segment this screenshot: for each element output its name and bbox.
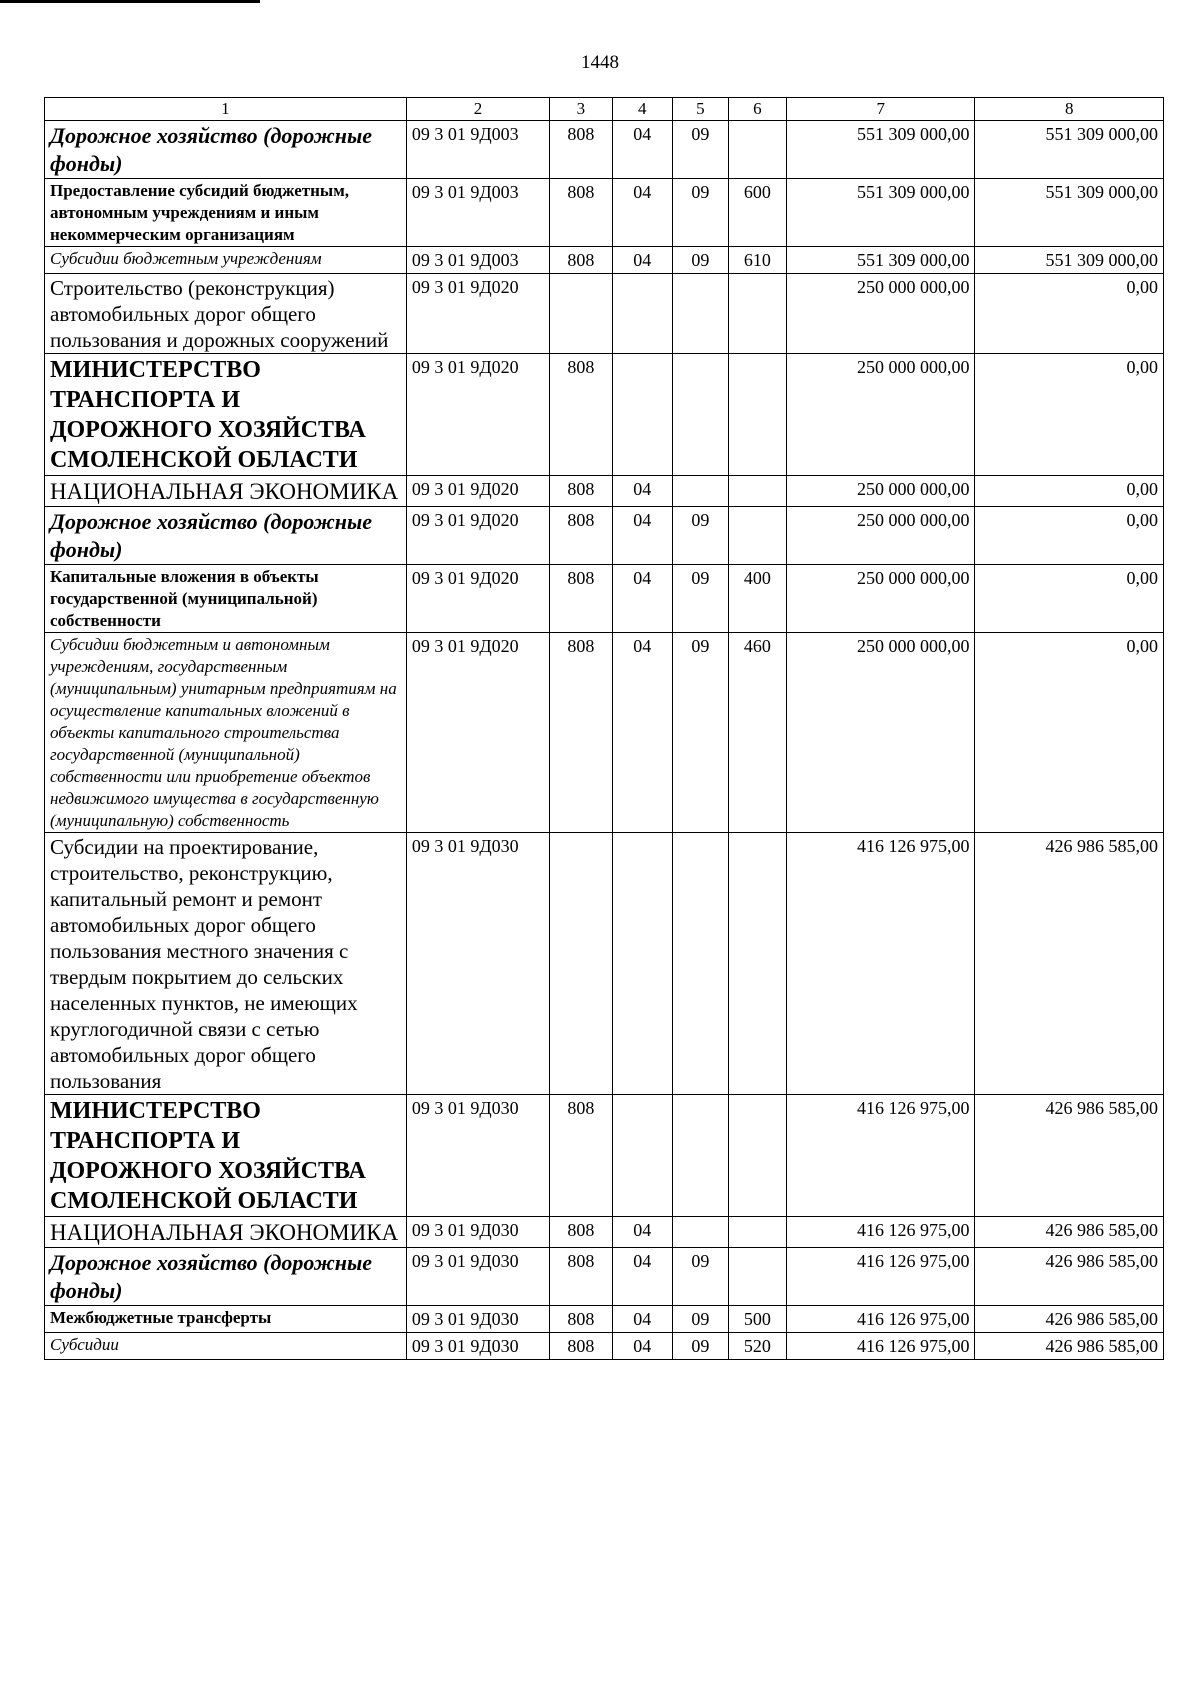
row-col-4 bbox=[612, 833, 672, 1095]
row-col-4: 04 bbox=[612, 565, 672, 633]
row-amount-col-7: 250 000 000,00 bbox=[787, 274, 975, 354]
row-amount-col-7: 551 309 000,00 bbox=[787, 179, 975, 247]
row-col-3: 808 bbox=[550, 1306, 612, 1333]
table-row bbox=[45, 565, 1164, 633]
row-col-6 bbox=[728, 121, 786, 179]
row-col-6 bbox=[728, 1217, 786, 1248]
row-col-5: 09 bbox=[672, 1248, 728, 1306]
row-col-5 bbox=[672, 1095, 728, 1217]
row-code: 09 3 01 9Д020 bbox=[406, 507, 549, 565]
row-col-6 bbox=[728, 1248, 786, 1306]
row-amount-col-7: 416 126 975,00 bbox=[787, 833, 975, 1095]
row-amount-col-7: 250 000 000,00 bbox=[787, 633, 975, 833]
row-col-4: 04 bbox=[612, 476, 672, 507]
header-col-5: 5 bbox=[672, 98, 728, 121]
row-col-6 bbox=[728, 354, 786, 476]
row-amount-col-8: 426 986 585,00 bbox=[975, 1333, 1164, 1360]
table-row bbox=[45, 1217, 1164, 1248]
row-amount-col-8: 551 309 000,00 bbox=[975, 179, 1164, 247]
row-col-4: 04 bbox=[612, 247, 672, 274]
row-amount-col-7: 416 126 975,00 bbox=[787, 1217, 975, 1248]
row-name: НАЦИОНАЛЬНАЯ ЭКОНОМИКА bbox=[45, 1217, 407, 1248]
row-col-6 bbox=[728, 274, 786, 354]
row-name: Субсидии бюджетным и автономным учреждениям, государственным (муниципальным) унитарным предприятиям на осуществление капитальных вложений в объекты капитального строительства государственной (муниципальной) собственности или приобретение объектов недвижимого имущества в государственную (муниципальную) собственность bbox=[45, 633, 407, 833]
row-col-6 bbox=[728, 1095, 786, 1217]
row-col-6: 400 bbox=[728, 565, 786, 633]
header-col-3: 3 bbox=[550, 98, 612, 121]
row-col-6: 520 bbox=[728, 1333, 786, 1360]
row-amount-col-7: 250 000 000,00 bbox=[787, 507, 975, 565]
row-code: 09 3 01 9Д020 bbox=[406, 274, 549, 354]
row-col-3: 808 bbox=[550, 121, 612, 179]
table-row bbox=[45, 507, 1164, 565]
row-amount-col-8: 426 986 585,00 bbox=[975, 833, 1164, 1095]
row-col-3 bbox=[550, 274, 612, 354]
table-row bbox=[45, 1306, 1164, 1333]
row-name: Субсидии на проектирование, строительство, реконструкцию, капитальный ремонт и ремонт автомобильных дорог общего пользования местного значения с твердым покрытием до сельских населенных пунктов, не имеющих круглогодичной связи с сетью автомобильных дорог общего пользования bbox=[45, 833, 407, 1095]
row-code: 09 3 01 9Д020 bbox=[406, 633, 549, 833]
row-code: 09 3 01 9Д020 bbox=[406, 565, 549, 633]
table-row bbox=[45, 833, 1164, 1095]
row-code: 09 3 01 9Д030 bbox=[406, 1248, 549, 1306]
row-name: Межбюджетные трансферты bbox=[45, 1306, 407, 1333]
header-col-8: 8 bbox=[975, 98, 1164, 121]
row-name: НАЦИОНАЛЬНАЯ ЭКОНОМИКА bbox=[45, 476, 407, 507]
row-amount-col-7: 250 000 000,00 bbox=[787, 476, 975, 507]
row-col-4: 04 bbox=[612, 179, 672, 247]
row-col-3: 808 bbox=[550, 247, 612, 274]
row-amount-col-8: 0,00 bbox=[975, 633, 1164, 833]
top-rule bbox=[0, 0, 260, 3]
row-amount-col-8: 0,00 bbox=[975, 274, 1164, 354]
row-code: 09 3 01 9Д003 bbox=[406, 179, 549, 247]
row-name: МИНИСТЕРСТВО ТРАНСПОРТА И ДОРОЖНОГО ХОЗЯЙСТВА СМОЛЕНСКОЙ ОБЛАСТИ bbox=[45, 1095, 407, 1217]
row-col-6: 460 bbox=[728, 633, 786, 833]
row-col-6 bbox=[728, 507, 786, 565]
row-col-6 bbox=[728, 476, 786, 507]
row-name: Дорожное хозяйство (дорожные фонды) bbox=[45, 1248, 407, 1306]
row-amount-col-8: 426 986 585,00 bbox=[975, 1306, 1164, 1333]
row-code: 09 3 01 9Д030 bbox=[406, 1095, 549, 1217]
row-name: Капитальные вложения в объекты государственной (муниципальной) собственности bbox=[45, 565, 407, 633]
row-amount-col-8: 551 309 000,00 bbox=[975, 121, 1164, 179]
header-col-6: 6 bbox=[728, 98, 786, 121]
row-col-4: 04 bbox=[612, 1217, 672, 1248]
budget-table bbox=[44, 97, 1164, 1360]
table-row bbox=[45, 1248, 1164, 1306]
row-amount-col-7: 551 309 000,00 bbox=[787, 247, 975, 274]
row-code: 09 3 01 9Д030 bbox=[406, 1333, 549, 1360]
row-name: МИНИСТЕРСТВО ТРАНСПОРТА И ДОРОЖНОГО ХОЗЯЙСТВА СМОЛЕНСКОЙ ОБЛАСТИ bbox=[45, 354, 407, 476]
row-amount-col-8: 426 986 585,00 bbox=[975, 1095, 1164, 1217]
row-col-5 bbox=[672, 1217, 728, 1248]
row-amount-col-8: 0,00 bbox=[975, 354, 1164, 476]
row-col-4: 04 bbox=[612, 507, 672, 565]
row-name: Дорожное хозяйство (дорожные фонды) bbox=[45, 507, 407, 565]
row-amount-col-8: 0,00 bbox=[975, 565, 1164, 633]
row-code: 09 3 01 9Д030 bbox=[406, 1306, 549, 1333]
row-col-4: 04 bbox=[612, 1248, 672, 1306]
row-col-5: 09 bbox=[672, 179, 728, 247]
table-row bbox=[45, 247, 1164, 274]
row-col-3: 808 bbox=[550, 179, 612, 247]
row-col-3: 808 bbox=[550, 476, 612, 507]
table-row bbox=[45, 476, 1164, 507]
row-code: 09 3 01 9Д020 bbox=[406, 476, 549, 507]
row-amount-col-8: 0,00 bbox=[975, 476, 1164, 507]
row-amount-col-7: 551 309 000,00 bbox=[787, 121, 975, 179]
row-col-6: 500 bbox=[728, 1306, 786, 1333]
row-amount-col-8: 0,00 bbox=[975, 507, 1164, 565]
row-col-3: 808 bbox=[550, 1333, 612, 1360]
header-col-2: 2 bbox=[406, 98, 549, 121]
table-row bbox=[45, 274, 1164, 354]
row-amount-col-8: 551 309 000,00 bbox=[975, 247, 1164, 274]
row-code: 09 3 01 9Д030 bbox=[406, 833, 549, 1095]
header-col-7: 7 bbox=[787, 98, 975, 121]
row-col-5: 09 bbox=[672, 1306, 728, 1333]
table-row bbox=[45, 354, 1164, 476]
row-col-4: 04 bbox=[612, 1306, 672, 1333]
row-col-5: 09 bbox=[672, 121, 728, 179]
table-row bbox=[45, 1095, 1164, 1217]
row-col-5 bbox=[672, 833, 728, 1095]
row-code: 09 3 01 9Д003 bbox=[406, 247, 549, 274]
table-row bbox=[45, 633, 1164, 833]
row-col-3: 808 bbox=[550, 1095, 612, 1217]
row-col-4: 04 bbox=[612, 1333, 672, 1360]
row-col-5: 09 bbox=[672, 507, 728, 565]
row-amount-col-7: 416 126 975,00 bbox=[787, 1095, 975, 1217]
row-col-4: 04 bbox=[612, 633, 672, 833]
row-col-5: 09 bbox=[672, 633, 728, 833]
row-col-5 bbox=[672, 354, 728, 476]
row-name: Субсидии bbox=[45, 1333, 407, 1360]
row-name: Предоставление субсидий бюджетным, автономным учреждениям и иным некоммерческим организациям bbox=[45, 179, 407, 247]
row-amount-col-7: 250 000 000,00 bbox=[787, 565, 975, 633]
row-col-6: 610 bbox=[728, 247, 786, 274]
table-row bbox=[45, 1333, 1164, 1360]
row-amount-col-7: 250 000 000,00 bbox=[787, 354, 975, 476]
row-col-3: 808 bbox=[550, 1248, 612, 1306]
page-number: 1448 bbox=[581, 52, 619, 73]
row-code: 09 3 01 9Д003 bbox=[406, 121, 549, 179]
row-amount-col-7: 416 126 975,00 bbox=[787, 1306, 975, 1333]
row-col-5: 09 bbox=[672, 247, 728, 274]
row-name: Строительство (реконструкция) автомобильных дорог общего пользования и дорожных сооружений bbox=[45, 274, 407, 354]
row-amount-col-8: 426 986 585,00 bbox=[975, 1248, 1164, 1306]
row-col-5: 09 bbox=[672, 1333, 728, 1360]
row-amount-col-7: 416 126 975,00 bbox=[787, 1248, 975, 1306]
table-body bbox=[45, 121, 1164, 1360]
row-name: Дорожное хозяйство (дорожные фонды) bbox=[45, 121, 407, 179]
row-col-3: 808 bbox=[550, 1217, 612, 1248]
header-col-1: 1 bbox=[45, 98, 407, 121]
row-col-4 bbox=[612, 274, 672, 354]
table-row bbox=[45, 121, 1164, 179]
row-amount-col-7: 416 126 975,00 bbox=[787, 1333, 975, 1360]
row-code: 09 3 01 9Д020 bbox=[406, 354, 549, 476]
row-col-3: 808 bbox=[550, 633, 612, 833]
header-col-4: 4 bbox=[612, 98, 672, 121]
row-col-6: 600 bbox=[728, 179, 786, 247]
row-col-3: 808 bbox=[550, 565, 612, 633]
row-col-5: 09 bbox=[672, 565, 728, 633]
row-code: 09 3 01 9Д030 bbox=[406, 1217, 549, 1248]
row-col-4: 04 bbox=[612, 121, 672, 179]
row-col-6 bbox=[728, 833, 786, 1095]
row-col-3: 808 bbox=[550, 507, 612, 565]
row-col-4 bbox=[612, 1095, 672, 1217]
row-col-5 bbox=[672, 476, 728, 507]
table-row bbox=[45, 179, 1164, 247]
row-col-4 bbox=[612, 354, 672, 476]
row-col-3 bbox=[550, 833, 612, 1095]
row-col-5 bbox=[672, 274, 728, 354]
row-amount-col-8: 426 986 585,00 bbox=[975, 1217, 1164, 1248]
row-col-3: 808 bbox=[550, 354, 612, 476]
header-row bbox=[45, 98, 1164, 121]
row-name: Субсидии бюджетным учреждениям bbox=[45, 247, 407, 274]
